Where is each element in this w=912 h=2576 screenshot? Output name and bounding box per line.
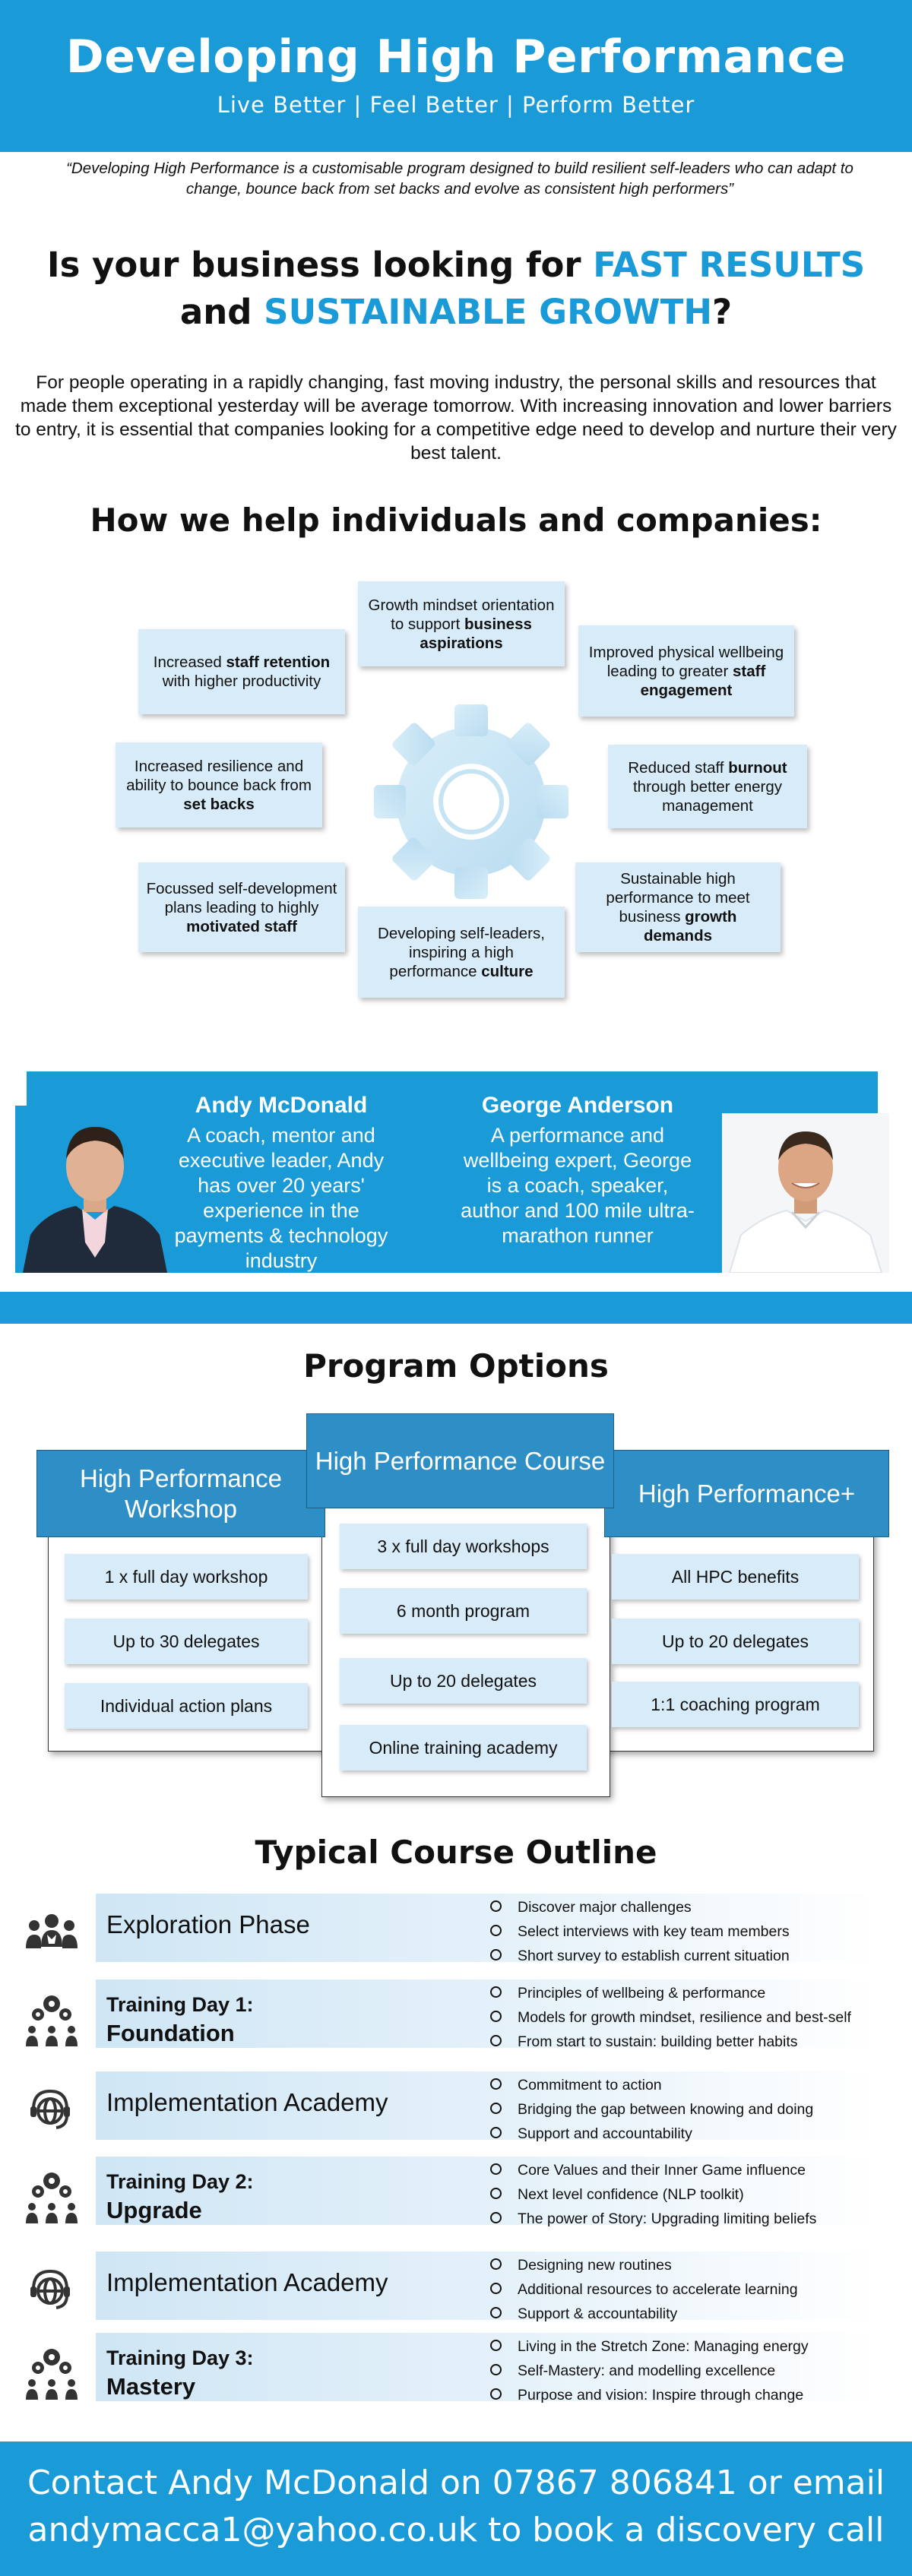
phase-row [23, 2252, 897, 2328]
phase-name [106, 1990, 254, 2048]
phase-point: Additional resources to accelerate learning [490, 2277, 798, 2302]
benefit-bold: business aspirations [420, 615, 532, 652]
program-quote: “Developing High Performance is a customisable program designed to build resilient self-leaders who can adapt to change, bounce back from set backs and evolve as consistent high performers” [66, 160, 853, 198]
founder-name: George Anderson [481, 1093, 674, 1118]
gear-icon [361, 691, 581, 912]
program-feature: 3 x full day workshops [340, 1524, 587, 1569]
program-feature: Online training academy [340, 1725, 587, 1771]
phase-point: Support & accountability [490, 2302, 798, 2326]
globe-headset-icon [23, 2082, 81, 2140]
phase-point: Bridging the gap between knowing and doing [490, 2097, 813, 2122]
benefit-bold: staff retention [226, 653, 331, 671]
phase-day: Training Day 3: [106, 2347, 254, 2369]
contact-banner [0, 2442, 912, 2576]
program-feature: Up to 30 delegates [65, 1619, 308, 1664]
phase-point: Self-Mastery: and modelling excellence [490, 2359, 809, 2383]
phase-points [490, 1981, 851, 2054]
phase-point: Discover major challenges [490, 1895, 790, 1919]
program-header-course: High Performance Course [306, 1413, 614, 1508]
phase-row [23, 2333, 897, 2409]
benefit-text: Focussed self-development plans leading to highly [146, 879, 337, 916]
phase-points [490, 1895, 790, 1968]
phase-point: Designing new routines [490, 2253, 798, 2277]
phase-point: Living in the Stretch Zone: Managing energy [490, 2334, 809, 2359]
phase-point: Select interviews with key team members [490, 1919, 790, 1944]
founder-description: A coach, mentor and executive leader, Andy has over 20 years' experience in the payments & technology industry [174, 1124, 388, 1272]
globe-headset-icon [23, 2262, 81, 2320]
benefit-box [116, 742, 322, 828]
headline-text: Is your business looking for [46, 245, 594, 285]
phase-point: Principles of wellbeing & performance [490, 1981, 851, 2005]
program-feature: Individual action plans [65, 1683, 308, 1729]
contact-line: Contact Andy McDonald on 07867 806841 or email [27, 2464, 885, 2502]
headline-highlight-fast-results: FAST RESULTS [593, 245, 866, 285]
benefit-box [138, 862, 345, 952]
phase-point: Commitment to action [490, 2073, 813, 2097]
phase-point: Short survey to establish current situation [490, 1944, 790, 1968]
founder-name: Andy McDonald [195, 1093, 368, 1118]
benefit-box [358, 581, 565, 666]
phase-point: Core Values and their Inner Game influence [490, 2158, 816, 2182]
course-outline-title: Typical Course Outline [255, 1834, 657, 1871]
gears-team-icon [23, 2167, 81, 2225]
headline [0, 242, 912, 336]
phase-point: Support and accountability [490, 2122, 813, 2146]
phase-name [106, 2343, 254, 2401]
benefit-text: Sustainable high performance to meet business [606, 870, 750, 926]
program-feature: 1 x full day workshop [65, 1554, 308, 1600]
founders-banner [27, 1071, 878, 1273]
phase-day: Training Day 2: [106, 2170, 254, 2193]
help-section-title: How we help individuals and companies: [90, 502, 822, 539]
phase-title: Foundation [106, 2020, 235, 2046]
benefit-text: through better energy management [632, 777, 783, 815]
phase-title: Upgrade [106, 2197, 202, 2223]
benefit-bold: culture [481, 962, 534, 980]
phase-points [490, 2158, 816, 2231]
benefit-box [575, 862, 781, 952]
program-feature: 6 month program [340, 1588, 587, 1634]
benefit-text: Developing self-leaders, inspiring a high performance [378, 924, 545, 980]
program-feature: Up to 20 delegates [340, 1658, 587, 1704]
benefit-bold: set backs [183, 795, 255, 813]
phase-row [23, 1979, 897, 2055]
program-header-plus: High Performance+ [604, 1450, 889, 1537]
phase-name: Exploration Phase [106, 1910, 310, 1938]
phase-points [490, 2073, 813, 2146]
phase-day: Training Day 1: [106, 1993, 254, 2016]
benefit-box [578, 625, 794, 717]
gears-team-icon [23, 2343, 81, 2401]
phase-row [23, 2157, 897, 2233]
phase-title: Mastery [106, 2373, 196, 2400]
benefit-box [138, 629, 345, 714]
benefit-bold: growth demands [644, 908, 737, 945]
benefit-bold: burnout [728, 758, 787, 777]
divider-band [0, 1292, 912, 1324]
program-feature: 1:1 coaching program [612, 1682, 859, 1727]
benefit-text: Growth mindset orientation to support [368, 596, 555, 633]
phase-point: Purpose and vision: Inspire through change [490, 2383, 809, 2407]
headline-text: ? [712, 292, 733, 332]
benefit-text: with higher productivity [162, 672, 321, 690]
header-banner [0, 0, 912, 152]
phase-points [490, 2334, 809, 2407]
program-feature: All HPC benefits [612, 1554, 859, 1600]
benefit-text: Increased resilience and ability to bounce back from [126, 757, 312, 794]
benefit-text: Improved physical wellbeing leading to greater [588, 643, 784, 680]
phase-row [23, 2071, 897, 2147]
benefit-bold: motivated staff [186, 917, 297, 935]
headline-text: and [179, 292, 264, 332]
tagline: Live Better | Feel Better | Perform Better [217, 92, 695, 118]
phase-name [106, 2167, 254, 2225]
phase-point: Next level confidence (NLP toolkit) [490, 2182, 816, 2207]
team-icon [23, 1904, 81, 1962]
phase-point: Models for growth mindset, resilience and best-self [490, 2005, 851, 2030]
phase-points [490, 2253, 798, 2326]
founder-description: A performance and wellbeing expert, George is a coach, speaker, author and 100 mile ultra-marathon runner [461, 1124, 695, 1247]
contact-email-line[interactable]: andymacca1@yahoo.co.uk to book a discovery call [27, 2511, 885, 2549]
phase-row [23, 1894, 897, 1970]
headline-highlight-sustainable-growth: SUSTAINABLE GROWTH [264, 292, 712, 332]
benefit-box [608, 745, 807, 828]
benefit-box [358, 907, 565, 998]
program-feature: Up to 20 delegates [612, 1619, 859, 1664]
george-anderson-photo [722, 1113, 889, 1273]
andy-mcdonald-photo [15, 1106, 175, 1273]
benefit-bold: staff engagement [640, 662, 766, 699]
program-header-workshop: High Performance Workshop [36, 1450, 325, 1537]
program-options-title: Program Options [303, 1347, 609, 1385]
phase-point: From start to sustain: building better habits [490, 2030, 851, 2054]
benefit-text: Increased [153, 653, 226, 671]
intro-paragraph: For people operating in a rapidly changing, fast moving industry, the personal skills and resources that made them exceptional yesterday will be average tomorrow. With increasing innovation and lower barriers to entry, it is essential that companies looking for a competitive edge need to develop and nurture their very best talent. [15, 372, 897, 464]
page-title: Developing High Performance [65, 30, 847, 84]
benefit-text: Reduced staff [628, 758, 729, 777]
phase-name: Implementation Academy [106, 2088, 388, 2116]
phase-point: The power of Story: Upgrading limiting beliefs [490, 2207, 816, 2231]
gears-team-icon [23, 1990, 81, 2048]
phase-name: Implementation Academy [106, 2268, 388, 2296]
